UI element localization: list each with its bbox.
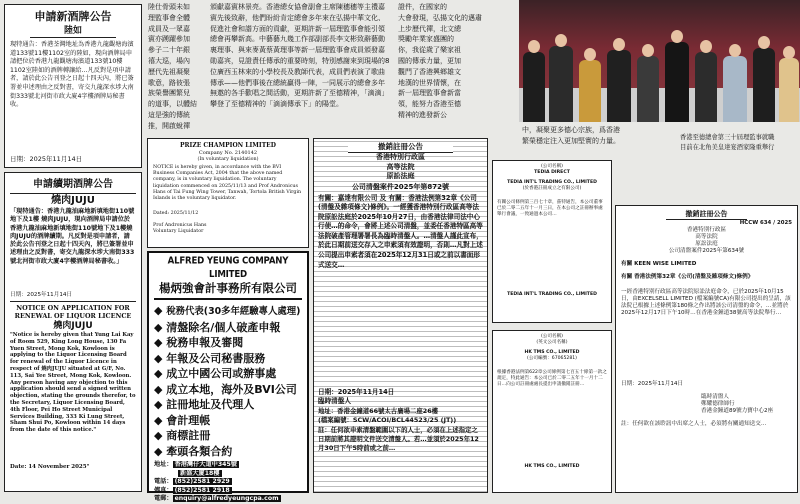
file-code: (檔案編號：SCW/ACOI/BCL44523/25 (JT)) xyxy=(318,416,457,425)
event-photo xyxy=(519,0,800,122)
notice-hk-tms xyxy=(492,330,612,493)
phone-number: (852)2581 2929 xyxy=(174,478,230,486)
company-name: HK TMS CO., LIMITED xyxy=(524,350,580,355)
notice-title: 撤銷註冊公告 xyxy=(348,142,453,153)
caption-line: 中，凝聚更多德心宗族，爲香港 xyxy=(522,126,620,134)
signer: 臨時清盤人 xyxy=(701,394,729,400)
article-line: 禧大巡，場內 xyxy=(148,56,190,65)
ad-alfred-yeung xyxy=(147,251,309,503)
re-line: 有關 KEEN WISE LIMITED xyxy=(621,261,697,267)
notice-body: NOTICE is hereby given, in accordance with the BVI Business Companies Act, 2004 that the above named company, is in voluntary liquidation. The voluntary liquidation commenced on 2025/11/13 and Prof Andronicus Hans of Tai Fung Wing Tower, Tanwah, Tortola British Virgin Islands is the voluntary liquidator. xyxy=(153,165,302,202)
notice-title: 申請續期酒牌公告 xyxy=(10,177,136,194)
notice-keen-wise xyxy=(615,205,798,493)
notice-subtitle-en: 燒肉JUJU xyxy=(53,321,93,331)
article-line: 國的傳承力量，更加 xyxy=(398,56,461,65)
notice-date: 日期：2025年11月14日 xyxy=(621,381,684,387)
notice-body: 根據香港法例第622章公司條例第七百五十條第一款之規定，特此通告：本公司已於二零二五年十一月十二日…向公司註冊處處長提出申請撤銷註冊… xyxy=(497,370,607,387)
notice-date: 日期：2025年11月14日 xyxy=(10,155,83,163)
photo-caption-left xyxy=(522,125,672,147)
signer-firm: 鄭耀德律師行 xyxy=(701,401,735,407)
case-number: 公司清盤案件2025年第872號 xyxy=(351,182,450,191)
header-line: (英文公司名稱) xyxy=(536,340,568,345)
article-line: 地漢的世界情懷，在 xyxy=(398,78,461,87)
signer-name: Prof Andronicus Hans xyxy=(153,222,207,228)
notice-date-en: Date: 14 November 2025" xyxy=(10,464,90,470)
phone-label: 電話： xyxy=(154,478,173,486)
company-name: PRIZE CHAMPION LIMITED xyxy=(180,142,276,149)
notice-line: 香港特別行政區 xyxy=(376,153,425,161)
notice-title: 撤銷註冊公告 xyxy=(666,210,747,220)
contact-block xyxy=(154,461,302,504)
company-number: (公司編號：67065281) xyxy=(527,356,577,361)
article-line: 觀門了香港興鄉雄文 xyxy=(398,67,461,76)
caption-line: 香港至德總會第三十屆理監事就職 xyxy=(680,134,775,141)
article-line: 新一屆理監事會新當 xyxy=(398,89,461,98)
service-item: ◆ 牽頭各類合約 xyxy=(154,444,233,458)
notice-body: 有關：嘉達有限公司 及 有關：香港法例第32章《公司(清盤及雜項條文)條例》。一經獲香港特別行政區高等法院原訟法庭於2025年10月27日，由香港法律司法中心行使…的命令，會將上述公司清盤，並委任香港特區高等法院破產管理署署長為臨時清盤人。…清盤人謹此宣布，於此日期前送交存入之申索須有效證明，否則…凡對上述公司提出申索者須在2025年12月31日或之前以書面形式送交… xyxy=(318,193,483,269)
company-subtitle: (於香港註冊成立之有限公司) xyxy=(522,186,582,191)
article-line: 精神的進發新公 xyxy=(398,110,447,119)
service-item: ◆ 商標註冊 xyxy=(154,429,211,442)
article-line: 歷代先祖凝聚 xyxy=(148,67,190,76)
notice-tail: 註：任何欲申索清盤範圍以下的人士，必須在上述指定之日期前將其證明文件送交清盤人。若…並須於2025年12月30日下午5時前或之前… xyxy=(318,425,479,453)
article-line: 陸仕骨頭未如 xyxy=(148,3,190,11)
re-line: 有關 香港法例第32章《公司(清盤及雜項條文)條例》 xyxy=(621,274,754,280)
notice-line: 高等法院 xyxy=(386,162,415,171)
email-address: enquiry@alfredyeungcpa.com xyxy=(174,495,279,503)
signer-role: Voluntary Liquidator xyxy=(153,229,204,234)
service-item: ◆ 會計理帳 xyxy=(154,413,211,427)
address-label: 地址： xyxy=(154,461,173,468)
notice-subtitle: 燒肉JUJU xyxy=(51,195,95,206)
article-line: 證件，在國家的 xyxy=(398,3,447,11)
article-column-3 xyxy=(398,2,518,135)
notice-prize-champion xyxy=(147,138,309,248)
article-line: 你，我從歲了樂家祖 xyxy=(398,46,461,55)
address: 地址：香港金鐘道66號太古廣場二座26樓 xyxy=(318,406,439,415)
header-line: (公司名稱) xyxy=(541,334,563,339)
fax-number: (852)2581 2918 xyxy=(174,486,230,494)
address: 香港金鐘道89號力寶中心2座 xyxy=(701,408,774,414)
notice-liquor-transfer xyxy=(4,4,142,168)
notice-body: 現特通告：香港荃灣地址為香港九龍觀塘海濱道133號11樓1102室的陸如，現向酒牌局申請把位於香港九龍觀塘海濱道133號10樓1102室陸如的酒牌轉讓給…凡反對是項申請者，請於此公告刊登之日起十四天內，將已簽署並申述理由之反對書，寄交九龍深水埗大南街333號北河街市政大廈4字樓酒牌局秘書收。 xyxy=(10,41,134,109)
article-text: 頒獻嘉賓林景亮。香港總女協會副會主席陳穗穗等主禮嘉賓先後致辭，他們盼紛肯定總會多年來在弘揚中華文化、促進社會和諧方面的貢獻，更期許新一屆理監事會能引領總會再攀新高。中藝藝九幾工作部副部長李文彬致辭藝動裏理事、與來麥黃蔡黃理事等新一屆理監事會成員頒發嘉勛嘉宾，見證責任傳承的重要時刻，特別感謝來到現場的8位廣西玉林來的小學校長及教師代表，成員們表演了歌曲傳承——他們事後在總統贏得一陣，一同展示的總會多年無邀的各手歡唱之間活動，更期許新了至德精神，「滴滴」攀登了至德精神的「滴滴傳承下」的陽堂。 xyxy=(210,3,390,109)
fax-label: 傳真： xyxy=(154,486,173,494)
article-column-1 xyxy=(148,2,206,135)
notice-line: 公司清盤案件2025年第634號 xyxy=(668,248,745,254)
service-item: ◆ 成立中國公司或辦事處 xyxy=(154,367,277,380)
article-line: 大會發現，弘揚文化的邁肅 xyxy=(398,13,482,22)
service-item: ◆ 年報及公司秘書服務 xyxy=(154,351,266,365)
article-line: 這是強的傳統 xyxy=(148,110,190,119)
company-name-en: ALFRED YEUNG COMPANY LIMITED xyxy=(167,255,289,281)
company-status: (In voluntary liquidation) xyxy=(197,156,259,162)
company-footer: TEDIA INT'L TRADING CO., LIMITED xyxy=(507,292,597,297)
notice-tail: 註：任何欲在該聆訊中出席之人士，必須將有關通知送交… xyxy=(621,421,767,427)
notice-body-en: "Notice is hereby given that Yung Lai Kay of Room 529, King Long House, 130 Fa Yuen Street, Mong Kok, Kowloon is applying to the Liquor Licensing Board for renewal of the Liquor Licence in respect of 燒肉JUJU situated at G/F, No. 113, Sai Yee Street, Mong Kok, Kowloon. Any person having any objection to this application should send a signed written objection, stating the grounds therefor, to the Secretary, Liquor Licensing Board, 4th Floor, Pei Ho Street Municipal Services Building, 333 Ki Lung Street, Sham Shui Po, Kowloon within 14 days from the date of this notice." xyxy=(10,332,136,434)
service-item: ◆ 註冊地址及代理人 xyxy=(154,398,255,411)
article-line: 上步歷代禪，北文總 xyxy=(398,24,461,33)
article-line: 歌意，路彼張 xyxy=(148,78,190,87)
notice-title-en: NOTICE ON APPLICATION FOR RENEWAL OF LIQUOR LICENCE xyxy=(14,304,132,320)
notice-line: 原訟法庭 xyxy=(386,172,415,180)
article-line: 的道事，以體結 xyxy=(148,100,197,109)
notice-tedia xyxy=(492,160,612,323)
header-line: (公司名稱) xyxy=(541,164,563,169)
notice-dated: Dated: 2025/11/12 xyxy=(153,211,199,216)
article-column-2 xyxy=(210,2,390,135)
address: 香港灣仔大道中345號 xyxy=(174,461,237,468)
notice-body: 一經香港特別行政區高等法院原訟法庭命令，已於2025年10月15日，由EXCELSELL LIMITED (檔案編號CA)有限公司提出的呈請，該法院已根據上述條例第180條之作出將該公司清盤的命令，…並將於2025年12月17日下午10時…在香港金鐘道38號高等法院舉行… xyxy=(621,289,791,316)
company-number: Company No. 2140142 xyxy=(198,150,258,156)
notice-date: 日期：2025年11月14日 xyxy=(318,387,395,396)
service-item: ◆ 稅務代表(30多年經驗專人處理) xyxy=(154,304,301,317)
notice-line: 高等法院 xyxy=(695,234,718,240)
article-line: 參子二十年銀 xyxy=(148,46,190,55)
notice-line: 原訟法庭 xyxy=(695,241,718,247)
notice-body: 有關公司條例第三百七十章，茲特通告，本公司董事已於二零二五年十一月三日，在本公司之註冊辦事處舉行會議，一致通過本公司… xyxy=(497,200,603,217)
caption-line: 繁榮穩定注入更加堅實的力量。 xyxy=(522,137,620,145)
case-number: HCCW 634 / 2025 xyxy=(739,220,792,226)
notice-title: 申請新酒牌公告 xyxy=(34,10,112,23)
photo-caption-right xyxy=(680,133,800,153)
article-line: 理監事會全體 xyxy=(148,13,190,22)
signer: 臨時清盤人 xyxy=(318,397,351,406)
company-name: TEDIA INT'L TRADING CO., LIMITED xyxy=(507,180,597,185)
notice-liquor-renewal xyxy=(4,172,142,492)
caption-line: 目前在北角美皇達宴酒家隆重舉行 xyxy=(680,144,775,151)
article-line: 推，開啟蛻禪 xyxy=(148,121,190,130)
article-line: 獎勵年業家盛團的 xyxy=(398,35,454,44)
header-line: TEDIA DIRECT xyxy=(534,170,570,175)
service-list xyxy=(154,303,302,459)
article-line: 領，能努力香港至德 xyxy=(398,100,461,109)
service-item: ◆ 清盤除名/個人破產申報 xyxy=(154,320,281,334)
email-label: 電郵： xyxy=(154,495,173,503)
company-footer: HK TMS CO., LIMITED xyxy=(524,464,580,469)
notice-dissolution-mid xyxy=(313,138,488,493)
notice-subtitle: 陸如 xyxy=(30,25,116,38)
notice-line: 香港特別行政區 xyxy=(686,227,727,233)
service-item: ◆ 稅務申報及審閱 xyxy=(154,336,244,349)
article-line: 成員及一眾嘉 xyxy=(148,24,190,33)
notice-date-cn: 日期：2025年11月14日 xyxy=(10,292,73,298)
article-line: 族榮譽團繁兒 xyxy=(148,89,190,98)
company-name-cn: 楊炳強會計事務所有限公司 xyxy=(154,280,302,300)
article-line: 賓亦踴躍參加 xyxy=(148,35,190,44)
notice-body-cn: 「現特通告：香港九龍油麻地新填地街110號地下及1樓 燒肉JUJU，現向酒牌局申請位於香港九龍油麻地新填地街110號地下及1樓燒肉JUJU的酒牌續期。凡反對是項申請者，請於此公告刊登之日起十四天內，將已簽署並申述理由之反對書，寄交九龍深水埗大南街333號北河街市政大廈4字樓酒牌局秘書收。」 xyxy=(10,208,135,265)
service-item: ◆ 成立本地，海外及BVI公司 xyxy=(154,382,297,396)
address-line-2: 新盛大廈18樓 xyxy=(180,469,220,477)
